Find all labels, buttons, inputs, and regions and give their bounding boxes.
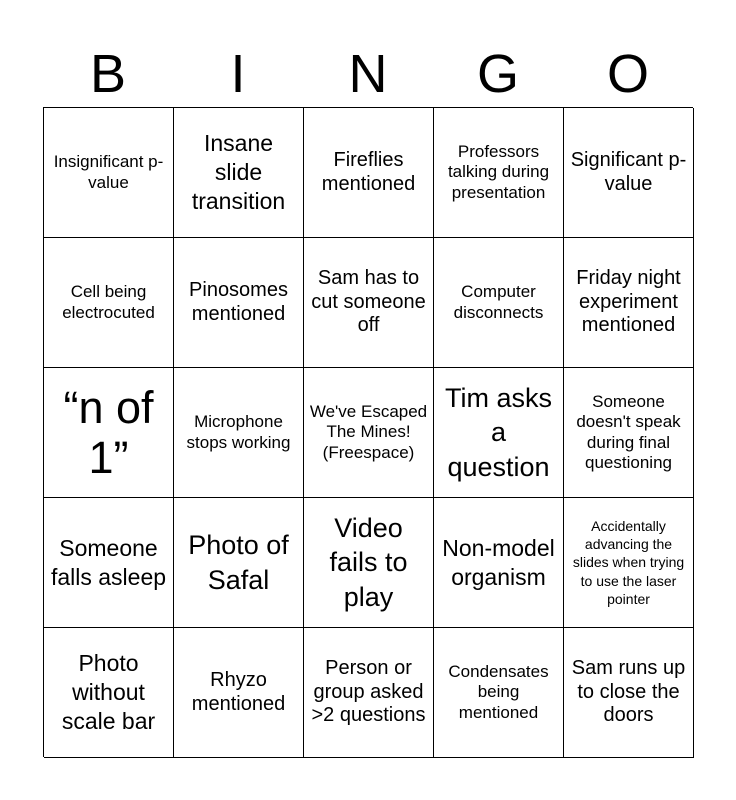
header-letter-b: B xyxy=(89,44,127,104)
bingo-cell[interactable] xyxy=(304,108,434,238)
bingo-cell[interactable] xyxy=(174,368,304,498)
bingo-cell[interactable] xyxy=(174,628,304,758)
cell-text: Significant p-value xyxy=(570,148,687,195)
cell-text: Condensates being mentioned xyxy=(448,662,549,722)
cell-text: Photo without scale bar xyxy=(61,650,156,734)
bingo-cell[interactable] xyxy=(434,498,564,628)
cell-text: Pinosomes mentioned xyxy=(189,278,288,325)
cell-text: Non-model organism xyxy=(442,534,555,590)
header-letter-n: N xyxy=(348,44,388,104)
bingo-cell[interactable] xyxy=(44,108,174,238)
cell-text: Person or group asked >2 questions xyxy=(311,657,426,727)
bingo-cell[interactable] xyxy=(174,238,304,368)
cell-text: Photo of Safal xyxy=(188,529,289,595)
bingo-cell[interactable] xyxy=(174,108,304,238)
bingo-board xyxy=(43,107,693,757)
bingo-cell[interactable] xyxy=(434,368,564,498)
cell-text: We've Escaped The Mines! (Freespace) xyxy=(309,402,428,462)
free-space-cell[interactable] xyxy=(304,368,434,498)
cell-text: Microphone stops working xyxy=(186,412,291,452)
bingo-cell[interactable] xyxy=(564,498,694,628)
bingo-cell[interactable] xyxy=(44,238,174,368)
cell-text: Friday night experiment mentioned xyxy=(576,267,681,337)
cell-text: Rhyzo mentioned xyxy=(191,668,286,715)
bingo-cell[interactable] xyxy=(564,238,694,368)
cell-text: Someone falls asleep xyxy=(50,534,167,590)
bingo-cell[interactable] xyxy=(434,628,564,758)
cell-text: Cell being electrocuted xyxy=(62,282,155,322)
cell-text: Tim asks a question xyxy=(445,382,552,482)
cell-text: Video fails to play xyxy=(329,512,408,612)
bingo-cell[interactable] xyxy=(44,498,174,628)
bingo-cell[interactable] xyxy=(44,628,174,758)
cell-text: Insane slide transition xyxy=(191,130,286,214)
cell-text: Computer disconnects xyxy=(453,282,544,322)
cell-text: Insignificant p-value xyxy=(53,152,164,192)
cell-text: Fireflies mentioned xyxy=(321,148,416,195)
bingo-cell[interactable] xyxy=(564,628,694,758)
bingo-cell[interactable] xyxy=(44,368,174,498)
cell-text: Sam runs up to close the doors xyxy=(571,657,686,727)
bingo-cell[interactable] xyxy=(564,108,694,238)
header-letter-i: I xyxy=(230,44,246,104)
bingo-cell[interactable] xyxy=(564,368,694,498)
cell-text: “n of 1” xyxy=(63,382,154,483)
bingo-cell[interactable] xyxy=(304,498,434,628)
bingo-cell[interactable] xyxy=(434,238,564,368)
bingo-cell[interactable] xyxy=(434,108,564,238)
cell-text: Sam has to cut someone off xyxy=(311,267,426,337)
bingo-header xyxy=(43,40,693,108)
bingo-cell[interactable] xyxy=(174,498,304,628)
cell-text: Someone doesn't speak during final questioning xyxy=(576,392,681,472)
bingo-cell[interactable] xyxy=(304,628,434,758)
cell-text: Accidentally advancing the slides when trying to use the laser pointer xyxy=(572,518,685,607)
header-letter-o: O xyxy=(606,44,649,104)
header-letter-g: G xyxy=(476,44,519,104)
bingo-cell[interactable] xyxy=(304,238,434,368)
cell-text: Professors talking during presentation xyxy=(447,142,550,202)
